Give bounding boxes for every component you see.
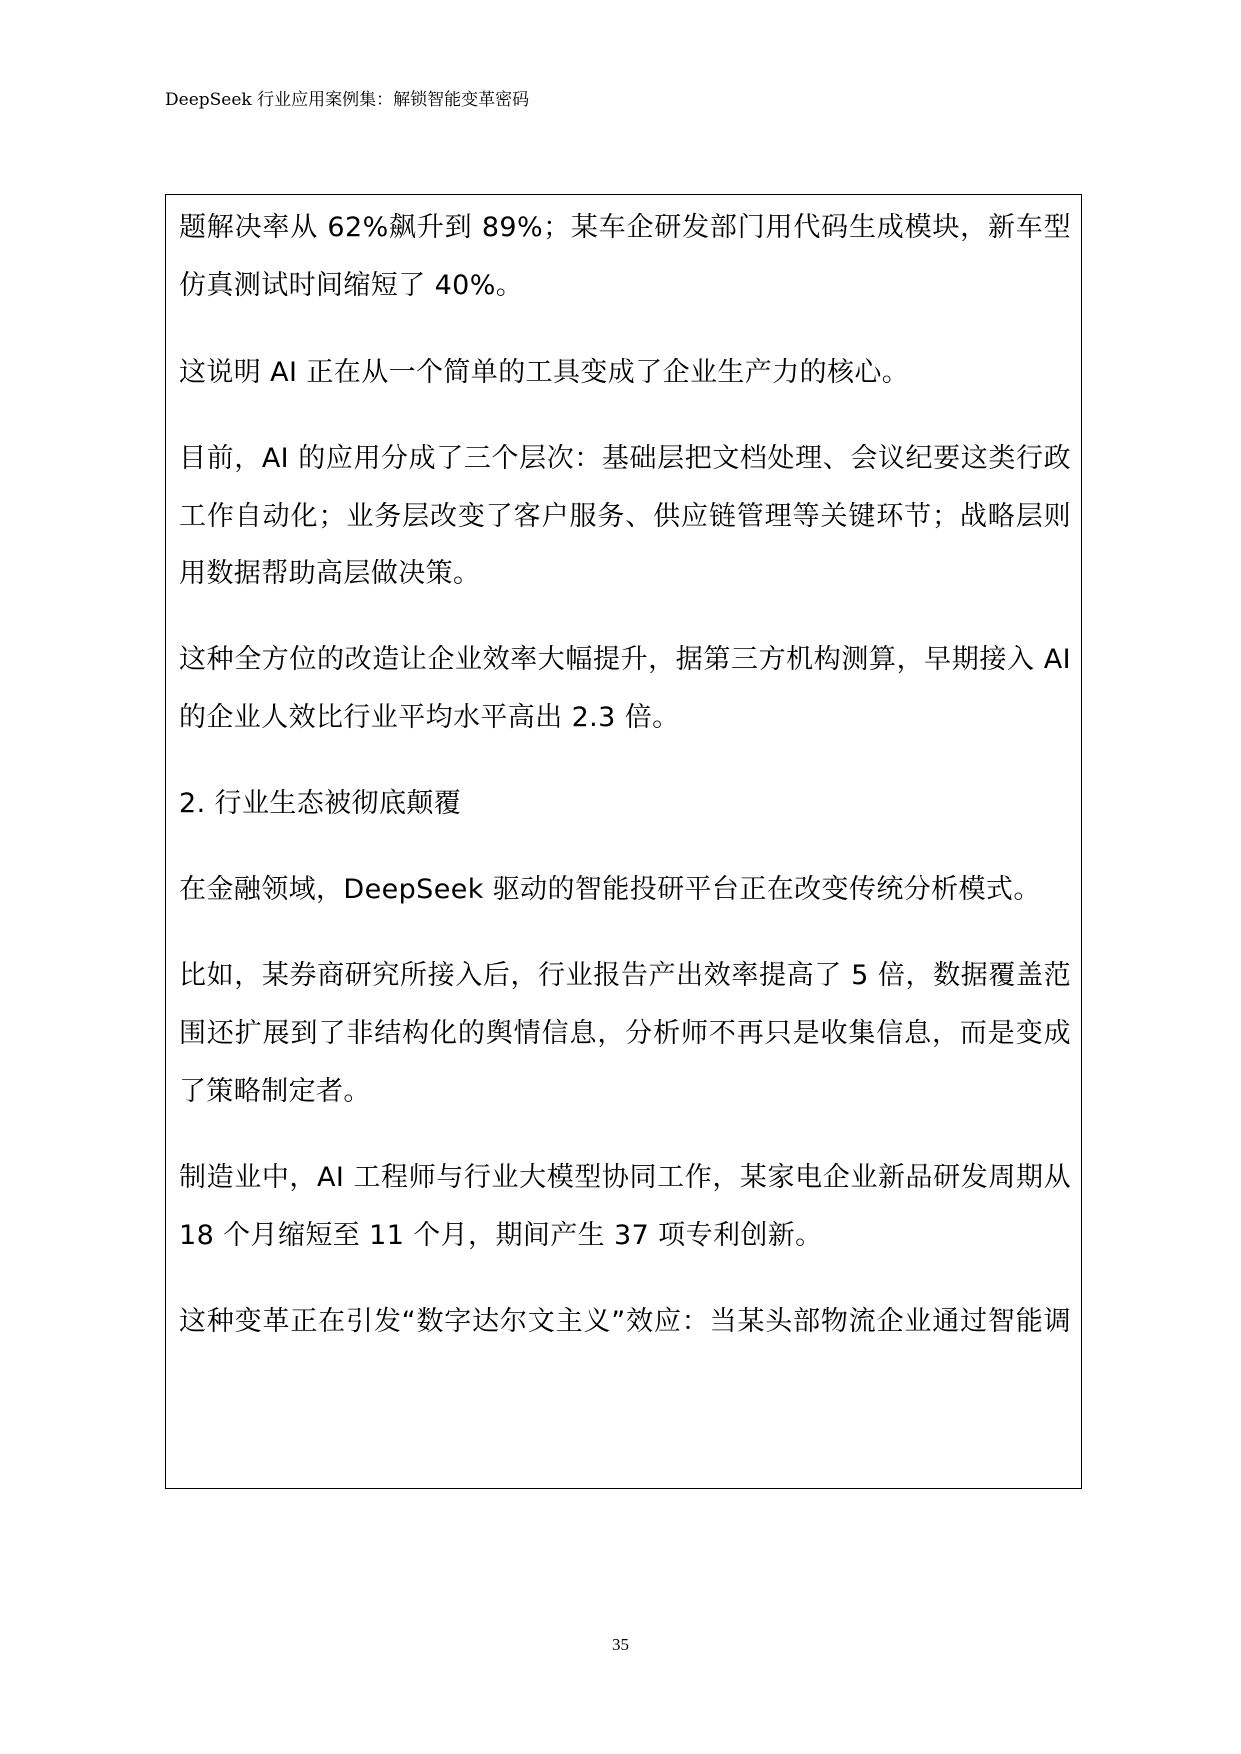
body-line-14: 制造业中，AI 工程师与行业大模型协同工作，某家电企业新品研发周期从 — [179, 1162, 1071, 1193]
body-line-3: 这说明 AI 正在从一个简单的工具变成了企业生产力的核心。 — [179, 357, 910, 388]
body-line-12: 围还扩展到了非结构化的舆情信息，分析师不再只是收集信息，而是变成 — [179, 1018, 1071, 1049]
body-line-5: 工作自动化；业务层改变了客户服务、供应链管理等关键环节；战略层则 — [179, 501, 1071, 532]
section-heading: 2. 行业生态被彻底颠覆 — [179, 788, 462, 819]
body-line-6: 用数据帮助高层做决策。 — [179, 558, 481, 589]
body-line-1: 题解决率从 62%飙升到 89%；某车企研发部门用代码生成模块，新车型 — [179, 212, 1071, 243]
body-line-13: 了策略制定者。 — [179, 1076, 371, 1107]
running-header: DeepSeek 行业应用案例集：解锁智能变革密码 — [165, 90, 530, 110]
body-line-11: 比如，某券商研究所接入后，行业报告产出效率提高了 5 倍，数据覆盖范 — [179, 960, 1071, 991]
body-line-2: 仿真测试时间缩短了 40%。 — [179, 270, 524, 301]
content-box — [165, 194, 1082, 1489]
body-line-15: 18 个月缩短至 11 个月，期间产生 37 项专利创新。 — [179, 1220, 823, 1251]
body-line-10: 在金融领域，DeepSeek 驱动的智能投研平台正在改变传统分析模式。 — [179, 874, 1041, 905]
page-number: 35 — [612, 1635, 629, 1654]
body-line-8: 的企业人效比行业平均水平高出 2.3 倍。 — [179, 702, 680, 733]
body-line-7: 这种全方位的改造让企业效率大幅提升，据第三方机构测算，早期接入 AI — [179, 644, 1071, 675]
body-line-4: 目前，AI 的应用分成了三个层次：基础层把文档处理、会议纪要这类行政 — [179, 443, 1071, 474]
body-line-16: 这种变革正在引发“数字达尔文主义”效应：当某头部物流企业通过智能调 — [179, 1306, 1071, 1337]
